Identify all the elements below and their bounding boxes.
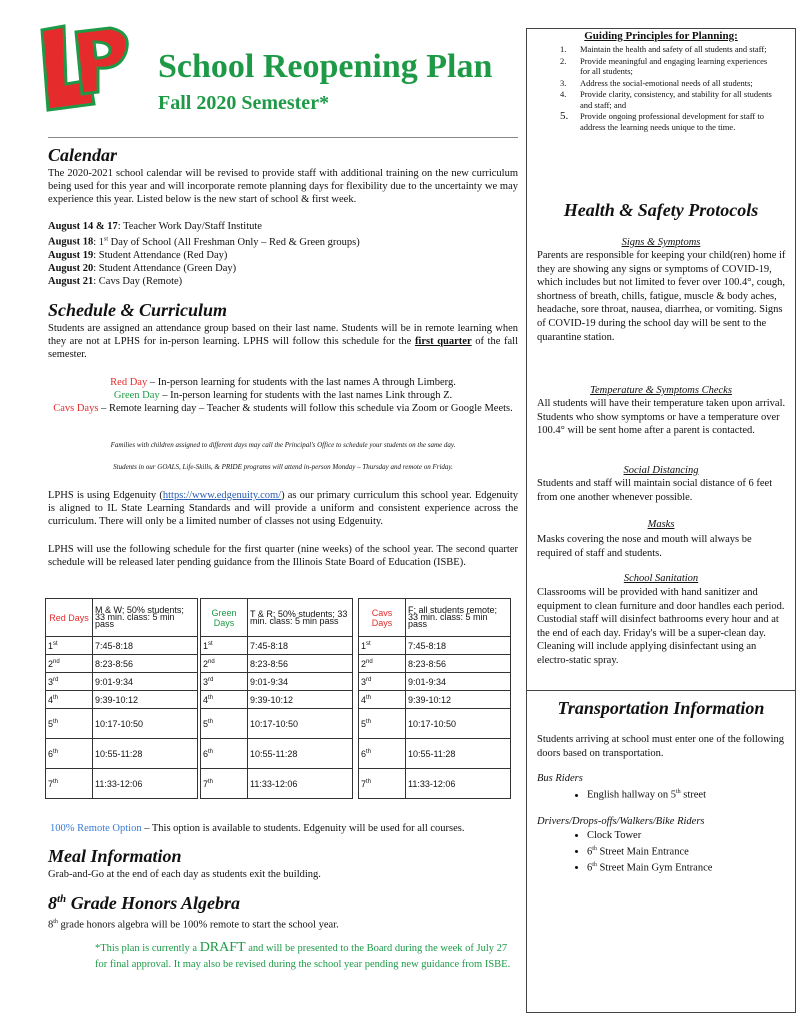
list-item: 5. Provide ongoing professional development for staff to address the learning needs unique to the time. [560,110,764,132]
period-cell: 3rd [201,673,248,691]
time-cell: 8:23-8:56 [248,655,353,673]
table-day-note: F; all students remote; 33 min. class: 5 min pass [406,599,511,637]
table-day-label: Cavs Days [359,599,406,637]
table-day-label: Red Days [46,599,93,637]
period-cell: 2nd [201,655,248,673]
period-cell: 5th [359,709,406,739]
time-cell: 7:45-8:18 [93,637,198,655]
time-cell: 9:39-10:12 [406,691,511,709]
time-cell: 10:17-10:50 [406,709,511,739]
period-cell: 1st [46,637,93,655]
table-day-label: Green Days [201,599,248,637]
period-cell: 6th [359,739,406,769]
schedule-heading: Schedule & Curriculum [48,300,228,320]
calendar-heading: Calendar [48,145,118,165]
note-families: Families with children assigned to different days may call the Principal's Office to schedule your students on the same day. [110,441,456,449]
edgenuity-link[interactable]: https://www.edgenuity.com/ [162,490,282,501]
calendar-date-item: August 20: Student Attendance (Green Day) [48,262,237,274]
page-title: School Reopening Plan [158,48,493,85]
title-divider [48,137,518,138]
time-cell: 9:01-9:34 [93,673,198,691]
time-cell: 10:55-11:28 [248,739,353,769]
guiding-principles-title: Guiding Principles for Planning: [584,30,738,42]
masks-text: Masks covering the nose and mouth will always be required of staff and students. [537,534,752,559]
transport-divider [526,690,796,691]
temperature-title: Temperature & Symptoms Checks [590,385,732,396]
distancing-text: Students and staff will maintain social distance of 6 feet from one another whenever possible. [537,478,773,503]
list-item: • Clock Tower [587,829,787,843]
schedule-table-red [45,598,198,799]
time-cell: 9:39-10:12 [93,691,198,709]
time-cell: 8:23-8:56 [93,655,198,673]
time-cell: 7:45-8:18 [406,637,511,655]
first-quarter-text: first quarter [414,336,472,347]
period-cell: 1st [201,637,248,655]
bus-riders-list [537,786,787,802]
period-cell: 6th [46,739,93,769]
transport-intro: Students arriving at school must enter one of the following doors based on transportation. [537,734,784,759]
time-cell: 10:55-11:28 [406,739,511,769]
remote-option: 100% Remote Option – This option is available to students. Edgenuity will be used for all courses. [50,823,465,834]
time-cell: 11:33-12:06 [406,769,511,799]
time-cell: 7:45-8:18 [248,637,353,655]
time-cell: 10:17-10:50 [248,709,353,739]
page-subtitle: Fall 2020 Semester* [158,92,330,114]
schedule-table-green [200,598,353,799]
drivers-title: Drivers/Drops-offs/Walkers/Bike Riders [537,816,705,827]
period-cell: 7th [359,769,406,799]
period-cell: 4th [46,691,93,709]
list-item: • 6th Street Main Entrance [587,843,787,859]
period-cell: 6th [201,739,248,769]
sanitation-text: Classrooms will be provided with hand sanitizer and equipment to clean furniture and door handles each period. Custodial staff will disinfect bathrooms every hour and at the end of each day. Friday's will be a super-clean day. Cleaning will include applying disinfectant using an electro-static spray. [537,587,785,666]
period-cell: 7th [46,769,93,799]
calendar-dates [48,220,518,288]
bus-riders-title: Bus Riders [537,773,583,784]
school-logo [28,18,140,116]
list-item: • English hallway on 5th street [587,786,787,802]
edgenuity-text: LPHS is using Edgenuity (https://www.edgenuity.com/) as our primary curriculum this school year. Edgenuity is aligned to IL State Learning Standards and will provide a uniform and consistent experience across the curriculum. There will only be a limited number of classes not using Edgenuity. [48,490,518,527]
algebra-heading: 8th Grade Honors Algebra [48,893,241,913]
note-programs: Students in our GOALS, Life-Skills, & PRIDE programs will attend in-person Monday – Thursday and remote on Friday. [113,463,453,471]
period-cell: 3rd [46,673,93,691]
period-cell: 1st [359,637,406,655]
distancing-title: Social Distancing [623,465,699,476]
time-cell: 10:55-11:28 [93,739,198,769]
period-cell: 5th [201,709,248,739]
period-cell: 3rd [359,673,406,691]
time-cell: 9:01-9:34 [248,673,353,691]
meal-text: Grab-and-Go at the end of each day as students exit the building. [48,869,321,880]
period-cell: 2nd [359,655,406,673]
schedule-intro: Students are assigned an attendance group based on their last name. Students will be in remote learning when they are not at LPHS for in-person learning. LPHS will follow this schedule for the first quarter of the fall semester. [48,323,518,360]
period-cell: 5th [46,709,93,739]
list-item: 4. Provide clarity, consistency, and stability for all students and staff; and [560,89,772,110]
signs-title: Signs & Symptoms [621,237,701,248]
temperature-text: All students will have their temperature taken upon arrival. Students who show symptoms or have a temperature over 100.4° will be sent home after a parent is contacted. [537,398,786,437]
period-cell: 4th [359,691,406,709]
list-item: 1. Maintain the health and safety of all students and staff; [560,44,767,54]
draft-footer: *This plan is currently a DRAFT and will be presented to the Board during the week of July 27 for final approval. It may also be revised during the school year pending new guidance from ISBE. [95,940,511,970]
time-cell: 11:33-12:06 [248,769,353,799]
masks-title: Masks [647,519,675,530]
calendar-date-item: August 18: 1st Day of School (All Freshman Only – Red & Green groups) [48,236,360,248]
time-cell: 11:33-12:06 [93,769,198,799]
algebra-text: 8th grade honors algebra will be 100% remote to start the school year. [48,919,339,931]
schedule-table-cavs [358,598,511,799]
attendance-groups: Red Day – In-person learning for students with the last names A through Limberg. Green Day – In-person learning for students with the last names Link through Z. Cavs Days – Remote learning day – Teacher & students will follow this schedule via Zoom or Google Meets. [53,377,513,414]
health-safety-heading: Health & Safety Protocols [563,200,759,220]
table-day-note: M & W; 50% students; 33 min. class: 5 min pass [93,599,198,637]
time-cell: 9:39-10:12 [248,691,353,709]
time-cell: 10:17-10:50 [93,709,198,739]
list-item: • 6th Street Main Gym Entrance [587,859,787,875]
period-cell: 7th [201,769,248,799]
table-day-note: T & R; 50% students; 33 min. class: 5 min pass [248,599,353,637]
sanitation-title: School Sanitation [623,573,699,584]
time-cell: 9:01-9:34 [406,673,511,691]
period-cell: 2nd [46,655,93,673]
quarter-text: LPHS will use the following schedule for the first quarter (nine weeks) of the school year. The second quarter schedule will be released later pending guidance from the Illinois State Board of Education (ISBE). [48,544,518,568]
guiding-principles-list [554,44,774,133]
transport-heading: Transportation Information [557,698,765,718]
list-item: 3. Address the social-emotional needs of all students; [560,77,753,88]
calendar-intro: The 2020-2021 school calendar will be revised to provide staff with additional training on the new curriculum being used for this year and will incorporate remote planning days for flexibility due to the uncertainty we may experience this year. Listed below is the new start of school & first week. [48,168,518,205]
list-item: 2. Provide meaningful and engaging learning experiences for all students; [560,55,768,76]
time-cell: 8:23-8:56 [406,655,511,673]
drivers-list [537,829,787,875]
period-cell: 4th [201,691,248,709]
meal-heading: Meal Information [48,846,182,866]
calendar-date-item: August 21: Cavs Day (Remote) [48,275,183,287]
calendar-date-item: August 14 & 17: Teacher Work Day/Staff Institute [48,221,262,232]
signs-text: Parents are responsible for keeping your child(ren) home if they are showing any signs or symptoms of COVID-19, which includes but not limited to fever over 100.4°, cough, shortness of breath, chills, fatigue, muscle & body aches, headache, sore throat, nausea, diarrhea, or vomiting. Signs of COVID-19 during the school day will be sent to the quarantine station. [537,250,786,343]
calendar-date-item: August 19: Student Attendance (Red Day) [48,249,228,261]
